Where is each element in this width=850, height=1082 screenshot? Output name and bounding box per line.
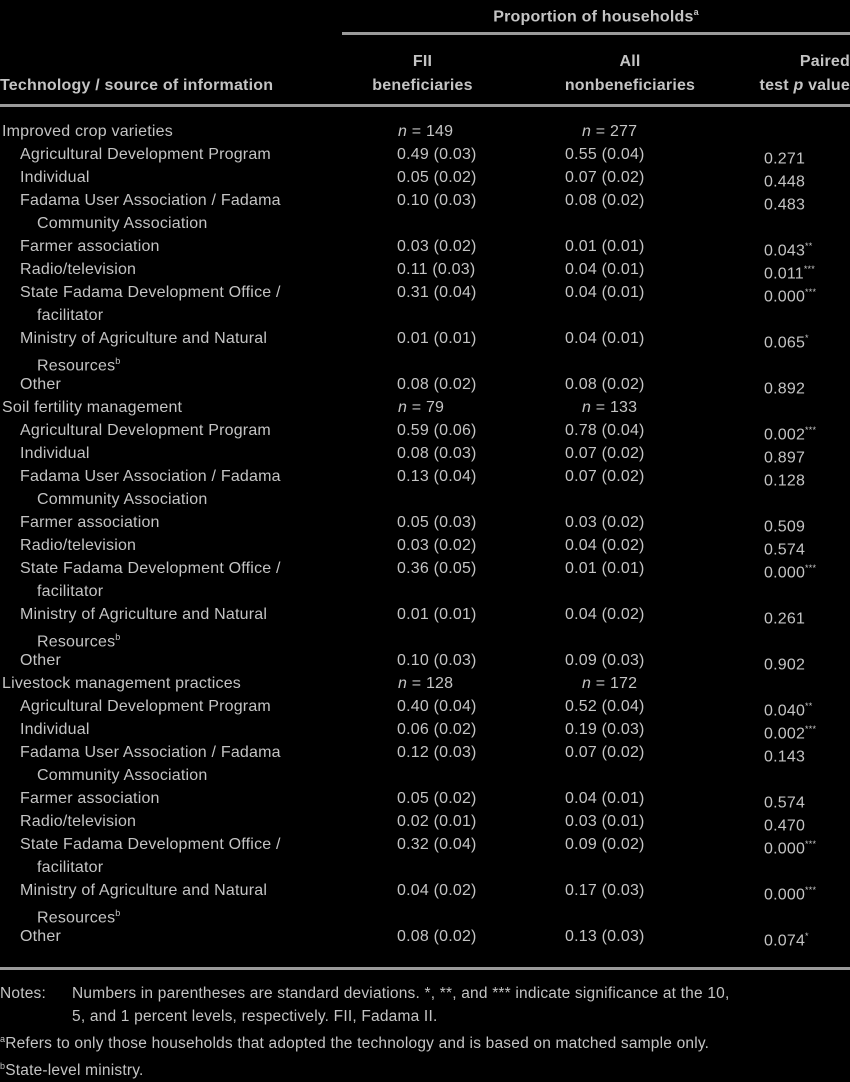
source-label-line2 [20, 304, 350, 327]
source-label [20, 787, 350, 810]
n-fii-value: 149 [425, 123, 454, 140]
source-label-line1: Ministry of Agriculture and Natural [20, 330, 268, 347]
nonbeneficiary-value: 0.03 (0.01) [565, 813, 645, 830]
p-value-number: 0.509 [764, 518, 806, 536]
source-label [20, 166, 350, 189]
fii-value: 0.08 (0.02) [397, 376, 477, 393]
table-row [0, 465, 850, 511]
p-value-number: 0.271 [764, 150, 806, 168]
source-label-line1: Fadama User Association / Fadama [20, 468, 281, 485]
source-label [20, 649, 350, 672]
fii-value: 0.10 (0.03) [397, 192, 477, 209]
fii-value: 0.01 (0.01) [397, 606, 477, 623]
p-value-number: 0.574 [764, 541, 806, 559]
table-row [0, 442, 850, 465]
col-header-p-line2 [755, 74, 850, 98]
p-value [764, 557, 816, 584]
p-pre: test [759, 77, 794, 94]
nonbeneficiary-value: 0.52 (0.04) [565, 698, 645, 715]
table-row [0, 419, 850, 442]
nonbeneficiary-value: 0.07 (0.02) [565, 169, 645, 186]
fii-value: 0.02 (0.01) [397, 813, 477, 830]
source-label-line2 [20, 488, 350, 511]
source-label-line1: Agricultural Development Program [20, 422, 271, 439]
nonbeneficiary-value: 0.04 (0.01) [565, 330, 645, 347]
p-value-number: 0.574 [764, 794, 806, 812]
source-label [20, 879, 350, 929]
fii-value: 0.03 (0.02) [397, 537, 477, 554]
nonbeneficiary-value: 0.04 (0.01) [565, 284, 645, 301]
group-header-footnote-marker: a [693, 7, 699, 17]
source-label [20, 419, 350, 442]
footnote-b-ref: b [115, 356, 121, 366]
footnote-a-text: Refers to only those households that adopted the technology and is based on matched sample only. [5, 1035, 710, 1053]
p-value [764, 833, 816, 860]
notes-line2: 5, and 1 percent levels, respectively. FII, Fadama II. [72, 1008, 438, 1025]
source-label [20, 442, 350, 465]
nonbeneficiary-value: 0.78 (0.04) [565, 422, 645, 439]
footnote-b-ref: b [115, 908, 121, 918]
source-label-line1: Farmer association [20, 238, 160, 255]
source-label [20, 810, 350, 833]
p-value-number: 0.892 [764, 380, 806, 398]
n-non-value: 277 [609, 123, 638, 140]
fii-value: 0.01 (0.01) [397, 330, 477, 347]
source-label-line2 [20, 212, 350, 235]
table-row [0, 741, 850, 787]
p-value [764, 281, 816, 308]
table-row [0, 833, 850, 879]
source-label-line1: Other [20, 652, 62, 669]
table-row [0, 718, 850, 741]
n-eq: = [407, 675, 426, 692]
nonbeneficiary-value: 0.19 (0.03) [565, 721, 645, 738]
n-eq: = [407, 399, 426, 416]
fii-value: 0.10 (0.03) [397, 652, 477, 669]
fii-value: 0.05 (0.02) [397, 790, 477, 807]
p-value-number: 0.040 [764, 702, 806, 720]
source-label-line2-text: Resources [37, 909, 116, 927]
table-row [0, 787, 850, 810]
source-label-line1: Radio/television [20, 813, 137, 830]
source-label-line1: Other [20, 928, 62, 945]
p-value-number: 0.000 [764, 840, 806, 858]
source-label-line2-text: facilitator [37, 307, 104, 324]
footnote-b-ref: b [115, 632, 121, 642]
p-value-number: 0.470 [764, 817, 806, 835]
nonbeneficiary-value: 0.09 (0.02) [565, 836, 645, 853]
col-header-technology [0, 74, 330, 98]
source-label-line1: Farmer association [20, 790, 160, 807]
p-value-number: 0.002 [764, 725, 806, 743]
section-title: Improved crop varieties [2, 123, 173, 140]
p-value-number: 0.065 [764, 334, 806, 352]
nonbeneficiary-value: 0.13 (0.03) [565, 928, 645, 945]
group-header-rule [342, 32, 850, 35]
fii-value: 0.32 (0.04) [397, 836, 477, 853]
nonbeneficiary-value: 0.55 (0.04) [565, 146, 645, 163]
source-label [20, 373, 350, 396]
source-label-line1: Individual [20, 721, 90, 738]
nonbeneficiary-value: 0.08 (0.02) [565, 192, 645, 209]
nonbeneficiary-value: 0.07 (0.02) [565, 468, 645, 485]
source-label-line2-text: Resources [37, 633, 116, 651]
source-label-line1: Agricultural Development Program [20, 146, 271, 163]
fii-value: 0.59 (0.06) [397, 422, 477, 439]
source-label [20, 695, 350, 718]
p-post: value [803, 77, 850, 94]
fii-value: 0.11 (0.03) [397, 261, 476, 278]
source-label [20, 718, 350, 741]
source-label-line1: Fadama User Association / Fadama [20, 744, 281, 761]
col-header-fii-line1: FII [412, 53, 433, 70]
table-bottom-rule [0, 967, 850, 970]
col-header-non-line1: All [619, 53, 641, 70]
nonbeneficiary-value: 0.04 (0.02) [565, 537, 645, 554]
source-label [20, 465, 350, 511]
p-value-number: 0.448 [764, 173, 806, 191]
source-label [20, 925, 350, 948]
source-label-line1: Individual [20, 445, 90, 462]
significance-stars: *** [803, 264, 815, 274]
footnote-a [0, 1028, 850, 1055]
p-value-number: 0.143 [764, 748, 806, 766]
p-value-number: 0.000 [764, 288, 806, 306]
col-header-p-line1: Paired [799, 53, 850, 70]
p-value-number: 0.897 [764, 449, 806, 467]
table-row [0, 235, 850, 258]
source-label [20, 143, 350, 166]
significance-stars: *** [805, 425, 817, 435]
p-value [764, 189, 805, 216]
source-label-line2-text: Community Association [37, 767, 208, 784]
col-header-p-value [755, 50, 850, 98]
col-header-fii [345, 50, 500, 98]
fii-value: 0.05 (0.02) [397, 169, 477, 186]
nonbeneficiary-value: 0.04 (0.02) [565, 606, 645, 623]
n-non-value: 172 [609, 675, 638, 692]
notes-line1: Numbers in parentheses are standard deviations. *, **, and *** indicate significance at the 10, [72, 985, 730, 1002]
source-label-line2-text: Resources [37, 357, 116, 375]
notes-main [0, 982, 850, 1028]
source-label-line2-text: facilitator [37, 583, 104, 600]
table-row [0, 603, 850, 649]
p-value [764, 603, 805, 630]
nonbeneficiary-value: 0.04 (0.01) [565, 790, 645, 807]
source-label [20, 534, 350, 557]
table-row [0, 258, 850, 281]
n-eq: = [591, 123, 610, 140]
fii-value: 0.12 (0.03) [397, 744, 477, 761]
table-row [0, 166, 850, 189]
source-label-line2-text: Community Association [37, 215, 208, 232]
significance-stars: *** [805, 563, 817, 573]
source-label-line1: Other [20, 376, 62, 393]
significance-stars: *** [805, 724, 817, 734]
p-value-number: 0.074 [764, 932, 806, 950]
p-value-number: 0.000 [764, 564, 806, 582]
nonbeneficiary-value: 0.07 (0.02) [565, 744, 645, 761]
n-fii [398, 396, 444, 419]
fii-value: 0.31 (0.04) [397, 284, 477, 301]
col-header-technology-text: Technology / source of information [0, 77, 274, 94]
n-eq: = [591, 675, 610, 692]
n-symbol: n [582, 675, 592, 692]
table-row [0, 373, 850, 396]
section-row [0, 120, 850, 143]
n-symbol: n [398, 123, 408, 140]
n-fii-value: 79 [425, 399, 445, 416]
p-value-number: 0.002 [764, 426, 806, 444]
n-symbol: n [398, 675, 408, 692]
source-label-line2-text: facilitator [37, 859, 104, 876]
n-eq: = [407, 123, 426, 140]
fii-value: 0.08 (0.03) [397, 445, 477, 462]
fii-value: 0.40 (0.04) [397, 698, 477, 715]
source-label [20, 511, 350, 534]
table-row [0, 695, 850, 718]
fii-value: 0.03 (0.02) [397, 238, 477, 255]
fii-value: 0.36 (0.05) [397, 560, 477, 577]
table-row [0, 143, 850, 166]
n-non [582, 672, 637, 695]
fii-value: 0.08 (0.02) [397, 928, 477, 945]
group-header-text: Proportion of households [493, 8, 694, 26]
source-label [20, 281, 350, 327]
source-label-line1: State Fadama Development Office / [20, 836, 281, 853]
nonbeneficiary-value: 0.08 (0.02) [565, 376, 645, 393]
header-bottom-rule [0, 104, 850, 107]
source-label-line2-text: Community Association [37, 491, 208, 508]
n-fii-value: 128 [425, 675, 454, 692]
fii-value: 0.06 (0.02) [397, 721, 477, 738]
col-header-non-line2: nonbeneficiaries [564, 77, 696, 94]
table-row [0, 189, 850, 235]
significance-stars: *** [805, 287, 817, 297]
section-row [0, 396, 850, 419]
p-value-number: 0.483 [764, 196, 806, 214]
fii-value: 0.05 (0.03) [397, 514, 477, 531]
source-label [20, 189, 350, 235]
p-value-number: 0.043 [764, 242, 806, 260]
footnote-b [0, 1055, 850, 1082]
fii-value: 0.13 (0.04) [397, 468, 477, 485]
source-label-line1: Ministry of Agriculture and Natural [20, 606, 268, 623]
significance-stars: ** [805, 241, 813, 251]
table-notes [0, 982, 850, 1082]
p-value-number: 0.000 [764, 886, 806, 904]
n-symbol: n [398, 399, 408, 416]
fii-value: 0.04 (0.02) [397, 882, 477, 899]
source-label-line1: Fadama User Association / Fadama [20, 192, 281, 209]
footnote-a-marker: a [0, 1034, 6, 1044]
source-label [20, 741, 350, 787]
n-non-value: 133 [609, 399, 638, 416]
p-value-number: 0.261 [764, 610, 806, 628]
n-eq: = [591, 399, 610, 416]
significance-stars: *** [805, 885, 817, 895]
significance-stars: ** [805, 701, 813, 711]
n-non [582, 396, 637, 419]
p-value-number: 0.902 [764, 656, 806, 674]
table-body [0, 120, 850, 948]
p-value [764, 741, 805, 768]
table-row [0, 810, 850, 833]
n-fii [398, 120, 453, 143]
section-title: Soil fertility management [2, 399, 183, 416]
source-label-line1: Agricultural Development Program [20, 698, 271, 715]
n-fii [398, 672, 453, 695]
nonbeneficiary-value: 0.04 (0.01) [565, 261, 645, 278]
n-symbol: n [582, 123, 592, 140]
table-row [0, 281, 850, 327]
col-header-nonbeneficiaries [530, 50, 730, 98]
source-label-line1: Ministry of Agriculture and Natural [20, 882, 268, 899]
significance-stars: * [805, 333, 809, 343]
p-value [764, 879, 816, 906]
section-row [0, 672, 850, 695]
source-label-line1: State Fadama Development Office / [20, 284, 281, 301]
table-row [0, 327, 850, 373]
p-value [764, 465, 805, 492]
footnote-b-text: State-level ministry. [5, 1062, 144, 1080]
source-label-line1: State Fadama Development Office / [20, 560, 281, 577]
table-row [0, 557, 850, 603]
p-value [764, 327, 809, 354]
p-value-number: 0.128 [764, 472, 806, 490]
table-row [0, 511, 850, 534]
fii-value: 0.49 (0.03) [397, 146, 477, 163]
footnote-b-marker: b [0, 1061, 6, 1072]
source-label-line1: Radio/television [20, 537, 137, 554]
significance-stars: * [805, 931, 809, 941]
source-label [20, 603, 350, 653]
source-label-line2 [20, 580, 350, 603]
table-row [0, 925, 850, 948]
notes-text [72, 982, 729, 1028]
table-row [0, 649, 850, 672]
source-label [20, 235, 350, 258]
significance-stars: *** [805, 839, 817, 849]
nonbeneficiary-value: 0.03 (0.02) [565, 514, 645, 531]
table-row [0, 534, 850, 557]
group-header [342, 0, 850, 24]
source-label-line2 [20, 856, 350, 879]
source-label-line1: Farmer association [20, 514, 160, 531]
source-label [20, 833, 350, 879]
source-label [20, 327, 350, 377]
source-label-line1: Individual [20, 169, 90, 186]
n-non [582, 120, 637, 143]
p-value-number: 0.011 [764, 265, 804, 283]
nonbeneficiary-value: 0.01 (0.01) [565, 560, 645, 577]
source-label [20, 258, 350, 281]
section-title: Livestock management practices [2, 675, 241, 692]
p-value [764, 925, 809, 952]
p-italic: p [793, 77, 804, 94]
source-label-line2 [20, 764, 350, 787]
col-header-fii-line2: beneficiaries [372, 77, 473, 94]
nonbeneficiary-value: 0.09 (0.03) [565, 652, 645, 669]
source-label-line1: Radio/television [20, 261, 137, 278]
table-row [0, 879, 850, 925]
nonbeneficiary-value: 0.01 (0.01) [565, 238, 645, 255]
nonbeneficiary-value: 0.17 (0.03) [565, 882, 645, 899]
source-label [20, 557, 350, 603]
notes-label: Notes: [0, 985, 46, 1002]
n-symbol: n [582, 399, 592, 416]
nonbeneficiary-value: 0.07 (0.02) [565, 445, 645, 462]
